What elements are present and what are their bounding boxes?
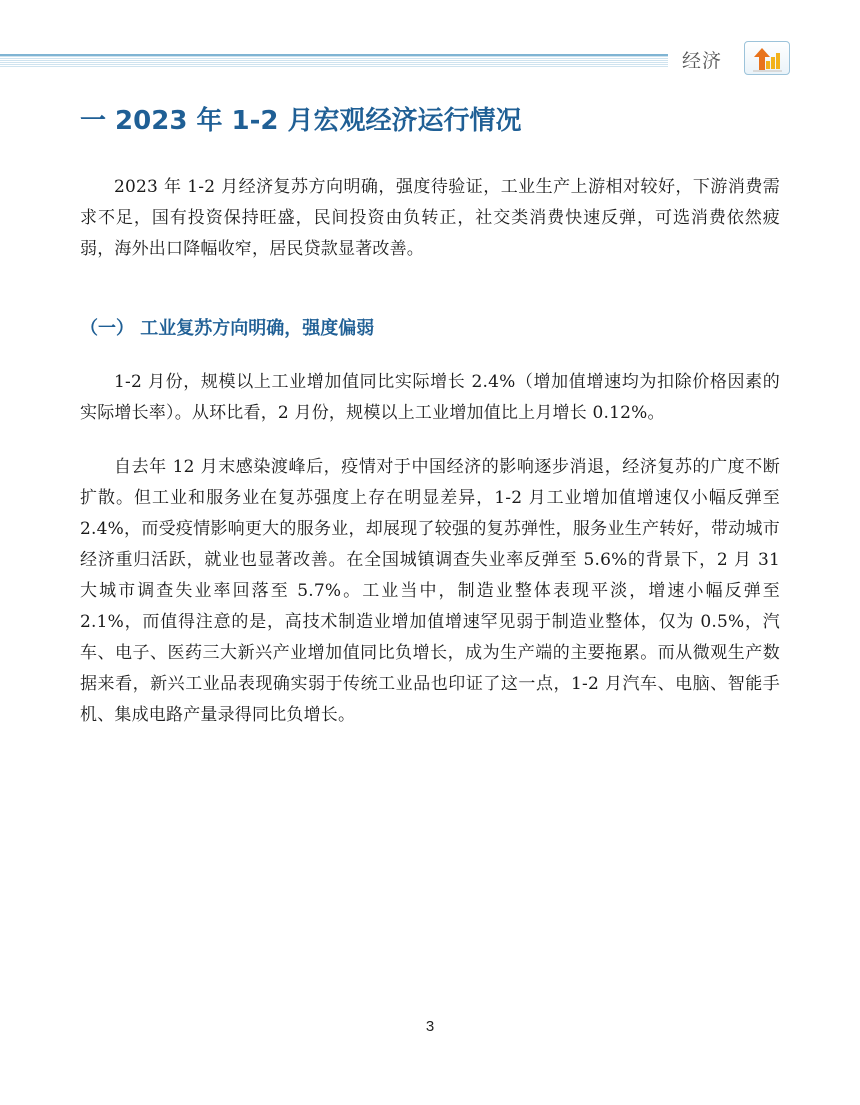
section-heading: （一） 工业复苏方向明确，强度偏弱 [80, 318, 375, 339]
header-logo [744, 41, 790, 75]
page-number: 3 [425, 1018, 435, 1035]
section-paragraph-1: 1-2 月份，规模以上工业增加值同比实际增长 2.4%（增加值增速均为扣除价格因素的实际增长率）。从环比看，2 月份，规模以上工业增加值比上月增长 0.12%。 [80, 372, 780, 423]
section-paragraph-2: 自去年 12 月末感染渡峰后，疫情对于中国经济的影响逐步消退，经济复苏的广度不断扩散。但工业和服务业在复苏强度上存在明显差异，1-2 月工业增加值增速仅小幅反弹至 2.4%，而受疫情影响更大的服务业，却展现了较强的复苏弹性，服务业生产转好，带动城市经济重归活跃，就业也显著改善。在全国城镇调查失业率反弹至 5.6%的背景下，2 月 31 大城市调查失业率回落至 5.7%。工业当中，制造业整体表现平淡，增速小幅反弹至 2.1%，而值得注意的是，高技术制造业增加值增速罕见弱于制造业整体，仅为 0.5%，汽车、电子、医药三大新兴产业增加值同比负增长，成为生产端的主要拖累。而从微观生产数据来看，新兴工业品表现确实弱于传统工业品也印证了这一点，1-2 月汽车、电脑、智能手机、集成电路产量录得同比负增长。 [80, 457, 780, 725]
intro-paragraph: 2023 年 1-2 月经济复苏方向明确，强度待验证，工业生产上游相对较好，下游消费需求不足，国有投资保持旺盛，民间投资由负转正，社交类消费快速反弹，可选消费依然疲弱，海外出口降幅收窄，居民贷款显著改善。 [80, 177, 780, 259]
rising-chart-arrow-icon [751, 44, 785, 74]
header-section-label: 经济 [682, 50, 723, 72]
header-rule [0, 54, 668, 68]
page-title: 一 2023 年 1-2 月宏观经济运行情况 [80, 106, 522, 136]
